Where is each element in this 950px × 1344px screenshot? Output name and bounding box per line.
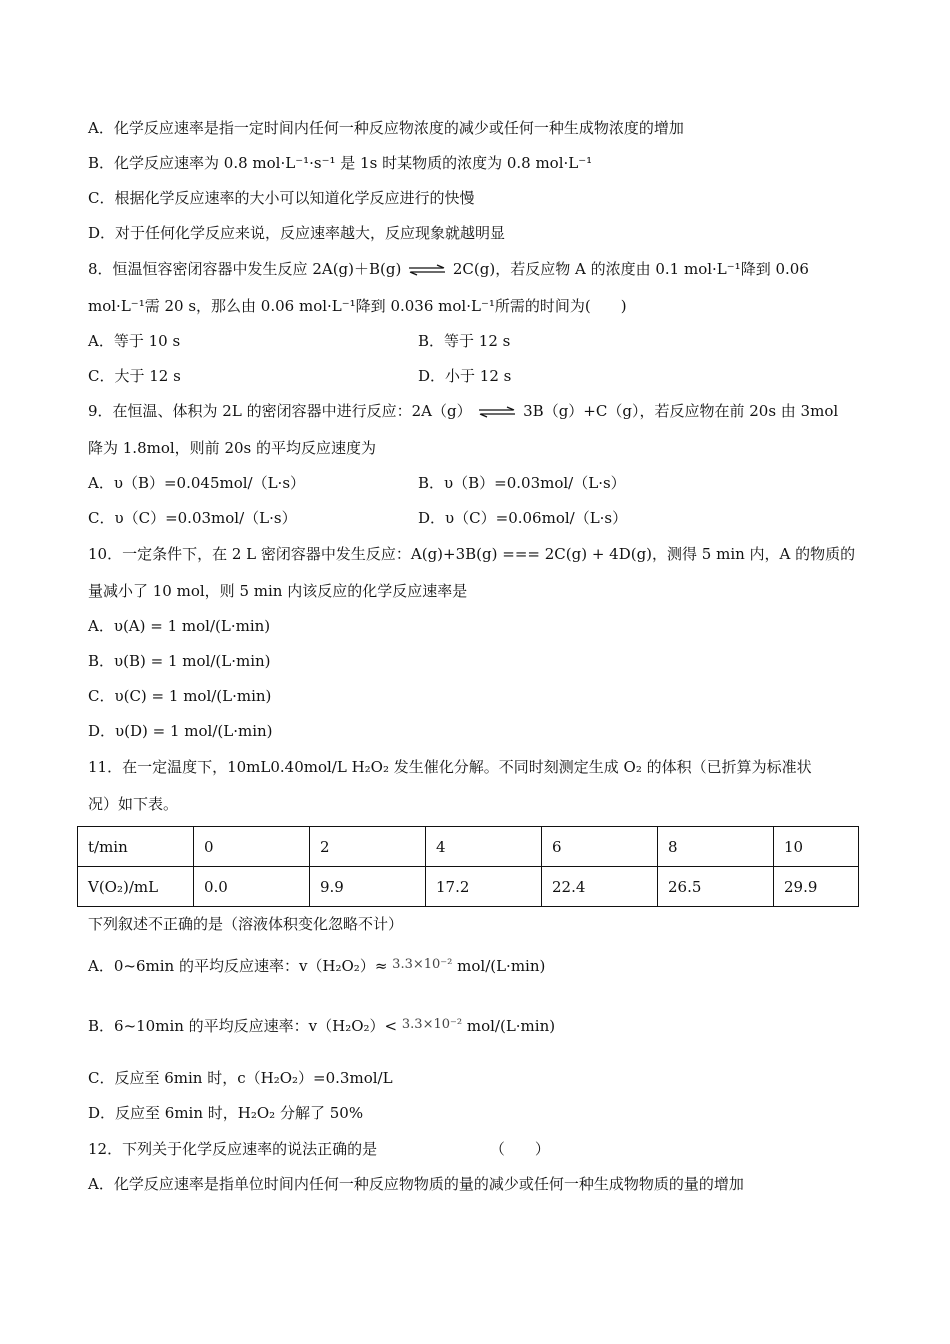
table-cell: 29.9 (774, 867, 859, 907)
q11-option-b-number: 3.3×10⁻² (401, 1017, 463, 1032)
q8-stem-pre: 8．恒温恒容密闭容器中发生反应 2A(g)＋B(g) (88, 260, 402, 278)
table-cell: 22.4 (542, 867, 658, 907)
q11-option-a (88, 955, 545, 976)
q9-stem-pre: 9．在恒温、体积为 2L 的密闭容器中进行反应：2A（g） (88, 402, 472, 420)
q8-stem-line2: mol·L⁻¹需 20 s，那么由 0.06 mol·L⁻¹降到 0.036 mol·L⁻¹所需的时间为( ) (88, 297, 627, 315)
q7-option-b: B．化学反应速率为 0.8 mol·L⁻¹·s⁻¹ 是 1s 时某物质的浓度为 0.8 mol·L⁻¹ (88, 154, 593, 172)
q12-stem (88, 1139, 550, 1159)
table-cell: V(O₂)/mL (78, 867, 194, 907)
table-header-row (78, 827, 859, 867)
q9-option-a: A．υ（B）=0.045mol/（L·s） (88, 474, 306, 492)
table-cell: 4 (426, 827, 542, 867)
q11-stem: 11．在一定温度下，10mL0.40mol/L H₂O₂ 发生催化分解。不同时刻测定生成 O₂ 的体积（已折算为标准状 (88, 758, 812, 776)
q8-stem-post: 2C(g)，若反应物 A 的浓度由 0.1 mol·L⁻¹降到 0.06 (452, 260, 809, 278)
q9-option-d: D．υ（C）=0.06mol/（L·s） (418, 509, 628, 527)
q11-option-b-unit: mol/(L·min) (466, 1017, 556, 1035)
q11-note: 下列叙述不正确的是（溶液体积变化忽略不计） (88, 915, 404, 933)
q8-option-a: A．等于 10 s (88, 332, 181, 350)
q11-option-c: C．反应至 6min 时，c（H₂O₂）=0.3mol/L (88, 1069, 393, 1087)
table-cell: 0 (194, 827, 310, 867)
q9-stem (88, 401, 838, 421)
q9-stem-line2: 降为 1.8mol，则前 20s 的平均反应速度为 (88, 439, 376, 457)
q11-option-a-unit: mol/(L·min) (457, 957, 546, 975)
table-cell: 2 (310, 827, 426, 867)
q7-option-c: C．根据化学反应速率的大小可以知道化学反应进行的快慢 (88, 189, 475, 207)
q10-stem-line2: 量减小了 10 mol，则 5 min 内该反应的化学反应速率是 (88, 582, 468, 600)
equilibrium-arrow-icon (477, 406, 517, 418)
table-row (78, 867, 859, 907)
q11-option-b-pre: B．6~10min 的平均反应速率：v（H₂O₂）< (88, 1017, 398, 1035)
q9-option-b: B．υ（B）=0.03mol/（L·s） (418, 474, 626, 492)
table-cell: 26.5 (658, 867, 774, 907)
q9-option-c: C．υ（C）=0.03mol/（L·s） (88, 509, 297, 527)
table-cell: 0.0 (194, 867, 310, 907)
q12-stem-text: 12．下列关于化学反应速率的说法正确的是 (88, 1140, 378, 1158)
table-cell: 6 (542, 827, 658, 867)
table-cell: 10 (774, 827, 859, 867)
q11-option-a-pre: A．0~6min 的平均反应速率：v（H₂O₂）≈ (88, 957, 388, 975)
q11-stem-line2: 况）如下表。 (88, 795, 179, 813)
table-cell: 17.2 (426, 867, 542, 907)
table-cell: 9.9 (310, 867, 426, 907)
q12-answer-blank: （ ） (489, 1140, 550, 1158)
table-cell: 8 (658, 827, 774, 867)
q11-option-d: D．反应至 6min 时，H₂O₂ 分解了 50% (88, 1104, 364, 1122)
q10-option-d: D．υ(D) = 1 mol/(L·min) (88, 722, 273, 740)
q10-option-b: B．υ(B) = 1 mol/(L·min) (88, 652, 271, 670)
q9-stem-post: 3B（g）+C（g），若反应物在前 20s 由 3mol (523, 402, 839, 420)
q8-option-d: D．小于 12 s (418, 367, 512, 385)
q10-option-a: A．υ(A) = 1 mol/(L·min) (88, 617, 271, 635)
q8-option-b: B．等于 12 s (418, 332, 511, 350)
equilibrium-arrow-icon (407, 264, 447, 276)
q8-stem (88, 259, 809, 279)
table-cell: t/min (78, 827, 194, 867)
q7-option-a: A．化学反应速率是指一定时间内任何一种反应物浓度的减少或任何一种生成物浓度的增加 (88, 119, 684, 137)
q7-option-d: D．对于任何化学反应来说，反应速率越大，反应现象就越明显 (88, 224, 506, 242)
data-table (77, 826, 859, 907)
q8-option-c: C．大于 12 s (88, 367, 181, 385)
q10-option-c: C．υ(C) = 1 mol/(L·min) (88, 687, 272, 705)
q11-option-b (88, 1015, 555, 1036)
q10-stem: 10．一定条件下，在 2 L 密闭容器中发生反应：A(g)+3B(g) === 2C(g) + 4D(g)，测得 5 min 内，A 的物质的 (88, 545, 856, 563)
q11-option-a-number: 3.3×10⁻² (392, 957, 453, 972)
q12-option-a: A．化学反应速率是指单位时间内任何一种反应物物质的量的减少或任何一种生成物物质的量的增加 (88, 1175, 744, 1193)
